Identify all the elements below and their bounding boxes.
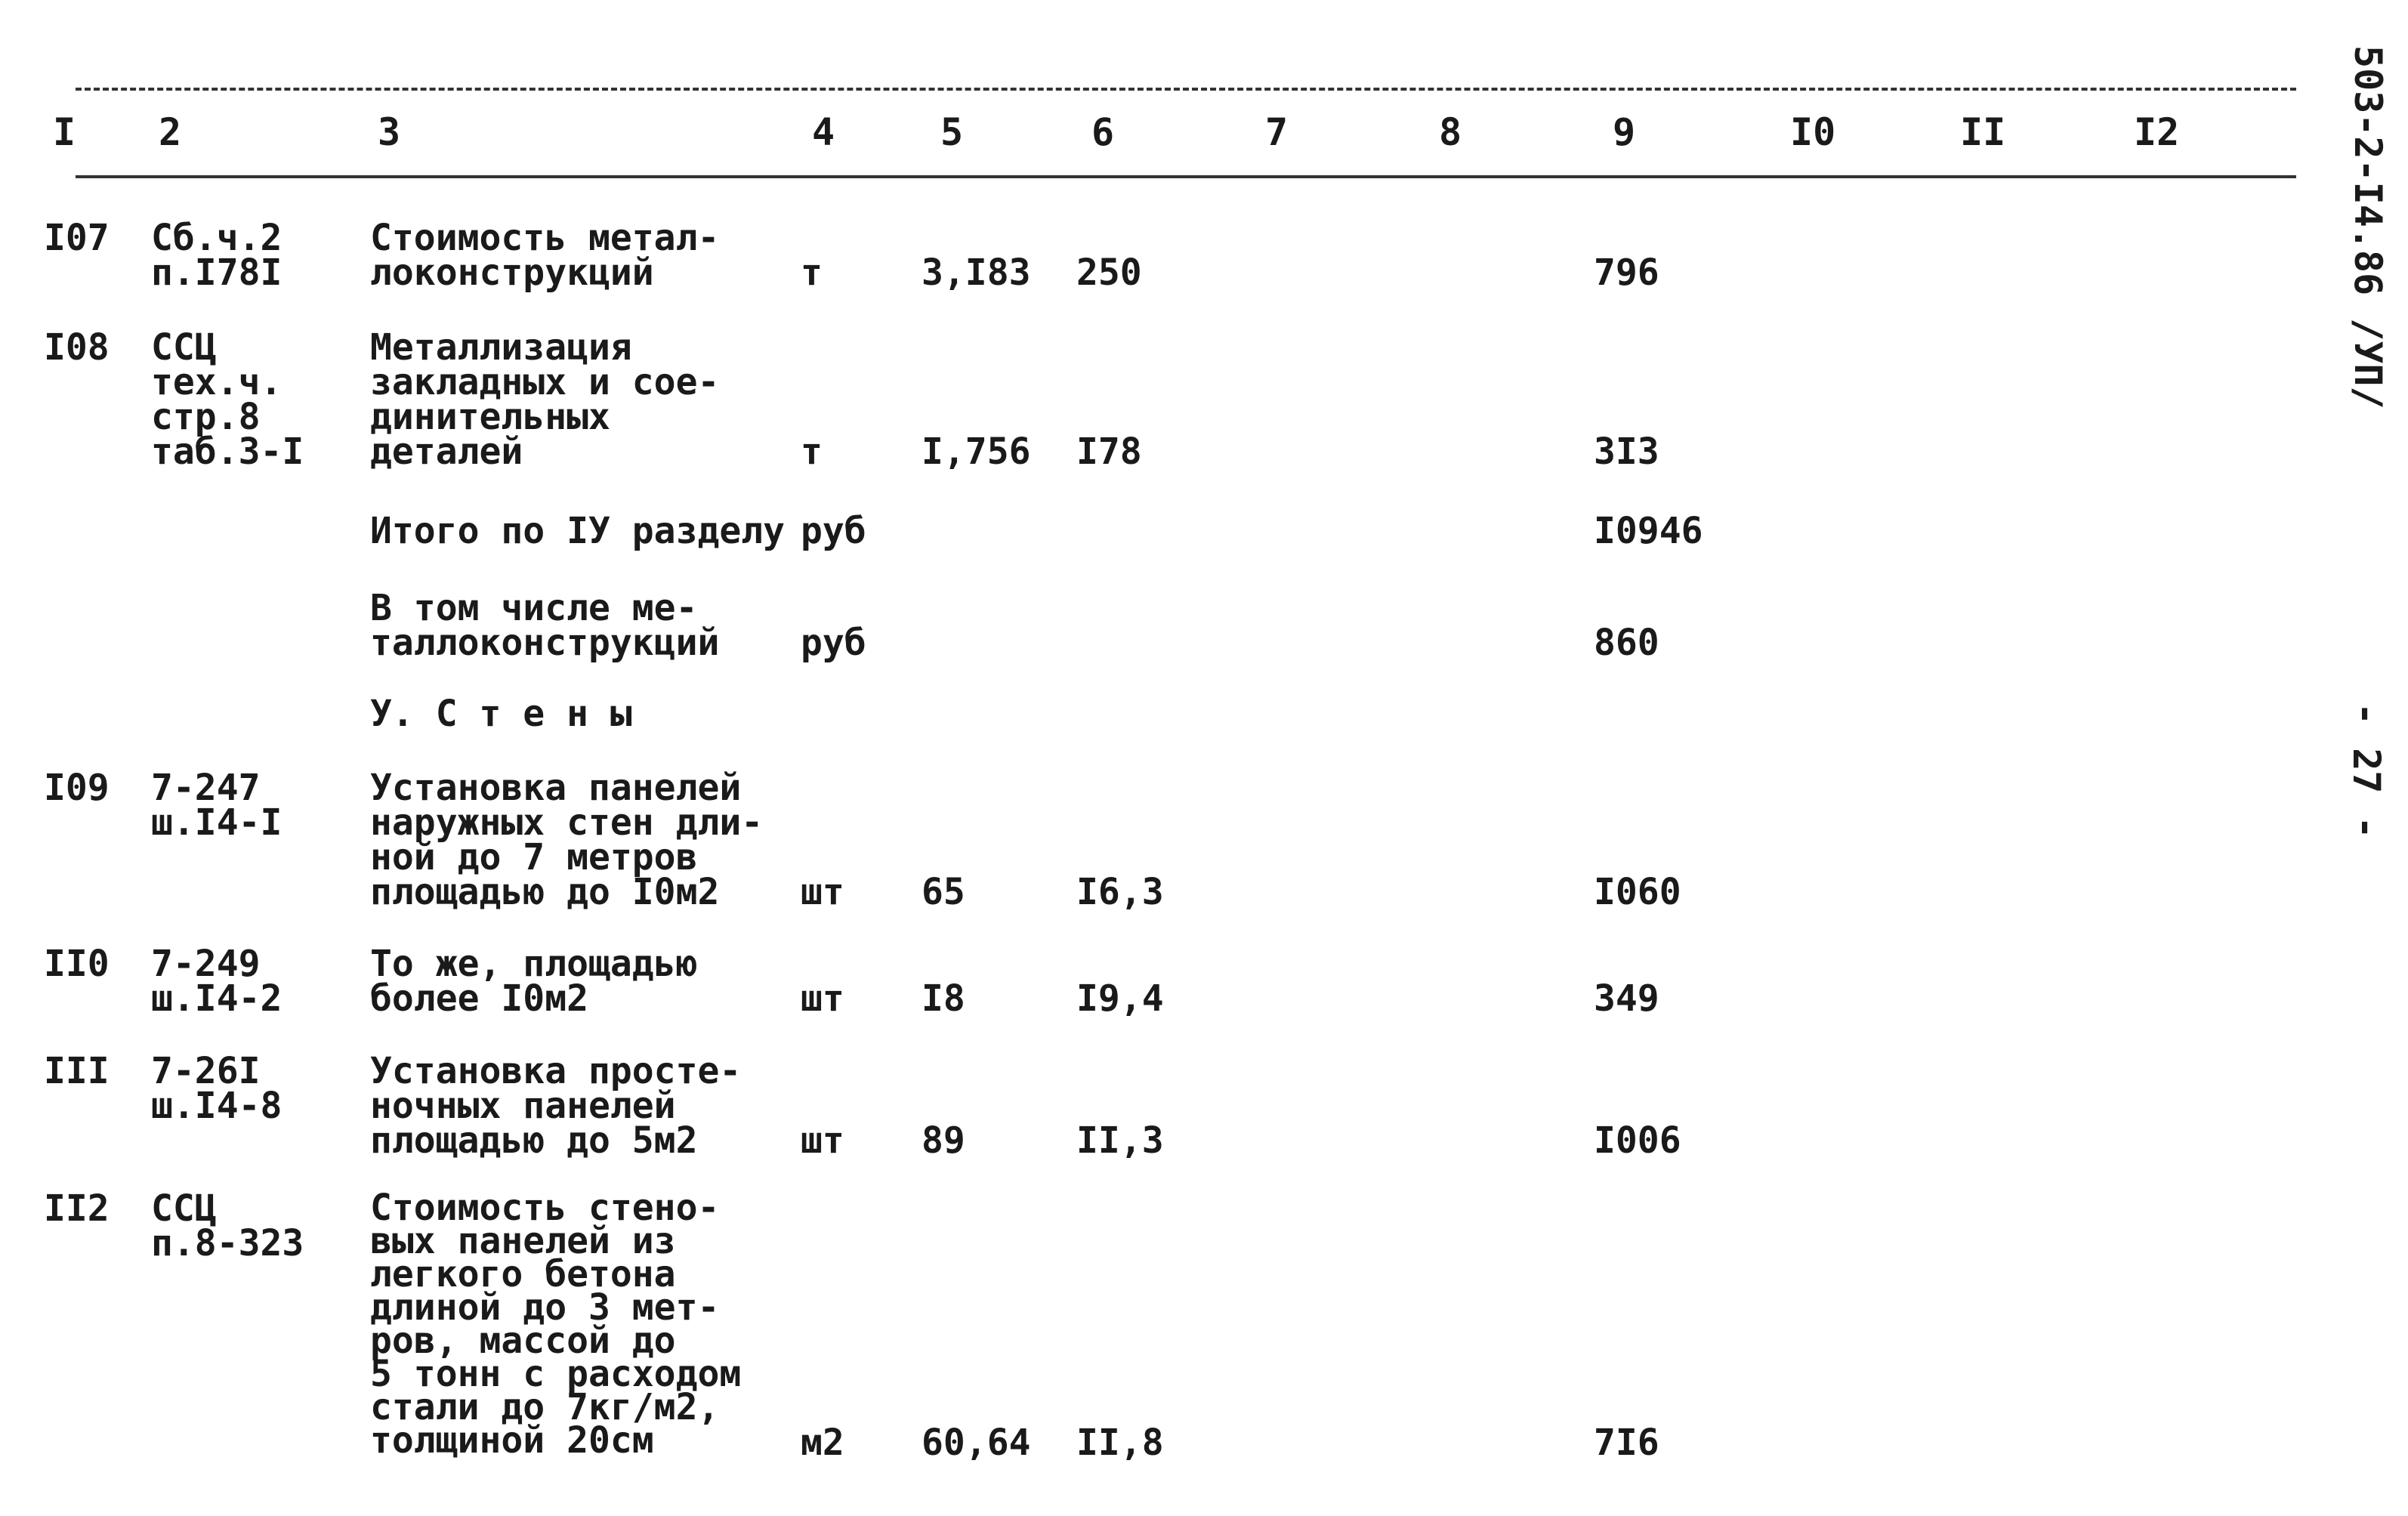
row-total: 3I3 xyxy=(1594,431,1659,473)
row-unit: шт xyxy=(801,871,844,913)
row-code: ССЦ тех.ч. стр.8 таб.3-I xyxy=(151,326,304,473)
row-number: I09 xyxy=(44,767,110,809)
header-col-7: 7 xyxy=(1265,110,1289,154)
section-title: У. С т е н ы xyxy=(370,693,632,735)
row-quantity: 60,64 xyxy=(922,1422,1031,1464)
row-total: 860 xyxy=(1594,622,1659,664)
row-number: I08 xyxy=(44,326,110,369)
row-code: 7-26I ш.I4-8 xyxy=(151,1050,282,1127)
document-code-vertical xyxy=(2342,45,2402,468)
row-total: I0946 xyxy=(1594,510,1703,552)
row-number: III xyxy=(44,1050,110,1092)
row-quantity: I8 xyxy=(922,977,965,1020)
row-unit: т xyxy=(801,431,823,473)
row-description: Установка панелей наружных стен дли- ной до 7 метров площадью до I0м2 xyxy=(370,767,764,913)
row-unit: руб xyxy=(801,510,866,552)
document-code-text: 503-2-I4.86 /УП/ xyxy=(2346,45,2390,409)
row-quantity: 89 xyxy=(922,1119,965,1162)
row-price: 250 xyxy=(1076,252,1142,294)
header-col-8: 8 xyxy=(1439,110,1462,154)
row-price: I78 xyxy=(1076,431,1142,473)
row-description: Металлизация закладных и сое- динительных деталей xyxy=(370,326,720,473)
row-total: 796 xyxy=(1594,252,1659,294)
header-col-11: II xyxy=(1960,110,2006,154)
row-price: II,3 xyxy=(1076,1119,1164,1162)
row-total: 349 xyxy=(1594,977,1659,1020)
page-number-text: - 27 - xyxy=(2345,702,2388,839)
row-total: 7I6 xyxy=(1594,1422,1659,1464)
row-price: I9,4 xyxy=(1076,977,1164,1020)
row-unit: м2 xyxy=(801,1422,844,1464)
row-code: 7-247 ш.I4-I xyxy=(151,767,282,844)
header-col-9: 9 xyxy=(1613,110,1636,154)
header-col-5: 5 xyxy=(940,110,964,154)
row-code: ССЦ п.8-323 xyxy=(151,1187,304,1264)
page-number-vertical xyxy=(2342,702,2402,854)
row-total: I006 xyxy=(1594,1119,1681,1162)
row-description: Установка простe- ночных панелей площадью до 5м2 xyxy=(370,1050,742,1162)
header-col-1: I xyxy=(53,110,76,154)
row-quantity: 3,I83 xyxy=(922,252,1031,294)
row-quantity: 65 xyxy=(922,871,965,913)
row-quantity: I,756 xyxy=(922,431,1031,473)
header-col-12: I2 xyxy=(2134,110,2180,154)
row-code: 7-249 ш.I4-2 xyxy=(151,943,282,1020)
row-total: I060 xyxy=(1594,871,1681,913)
header-rule xyxy=(76,175,2296,178)
row-price: II,8 xyxy=(1076,1422,1164,1464)
header-col-4: 4 xyxy=(812,110,835,154)
row-number: II2 xyxy=(44,1187,110,1230)
row-description: То же, площадью более I0м2 xyxy=(370,943,698,1020)
row-number: I07 xyxy=(44,217,110,259)
top-rule xyxy=(76,88,2296,91)
row-number: II0 xyxy=(44,943,110,985)
row-description: Стоимость стено- вых панелей из легкого бетона длиной до 3 мет- ров, массой до 5 тонн с расходом стали до 7кг/м2, толщиной 20см xyxy=(370,1187,742,1462)
row-unit: руб xyxy=(801,622,866,664)
header-col-3: 3 xyxy=(378,110,401,154)
header-col-10: I0 xyxy=(1790,110,1836,154)
row-description: В том числе ме- таллоконструкций xyxy=(370,587,720,664)
row-code: Сб.ч.2 п.I78I xyxy=(151,217,282,294)
row-description: Итого по IУ разделу xyxy=(370,510,786,552)
header-col-2: 2 xyxy=(159,110,182,154)
header-col-6: 6 xyxy=(1091,110,1115,154)
row-price: I6,3 xyxy=(1076,871,1164,913)
row-unit: шт xyxy=(801,977,844,1020)
row-unit: т xyxy=(801,252,823,294)
row-unit: шт xyxy=(801,1119,844,1162)
row-description: Стоимость метал- локонструкций xyxy=(370,217,720,294)
